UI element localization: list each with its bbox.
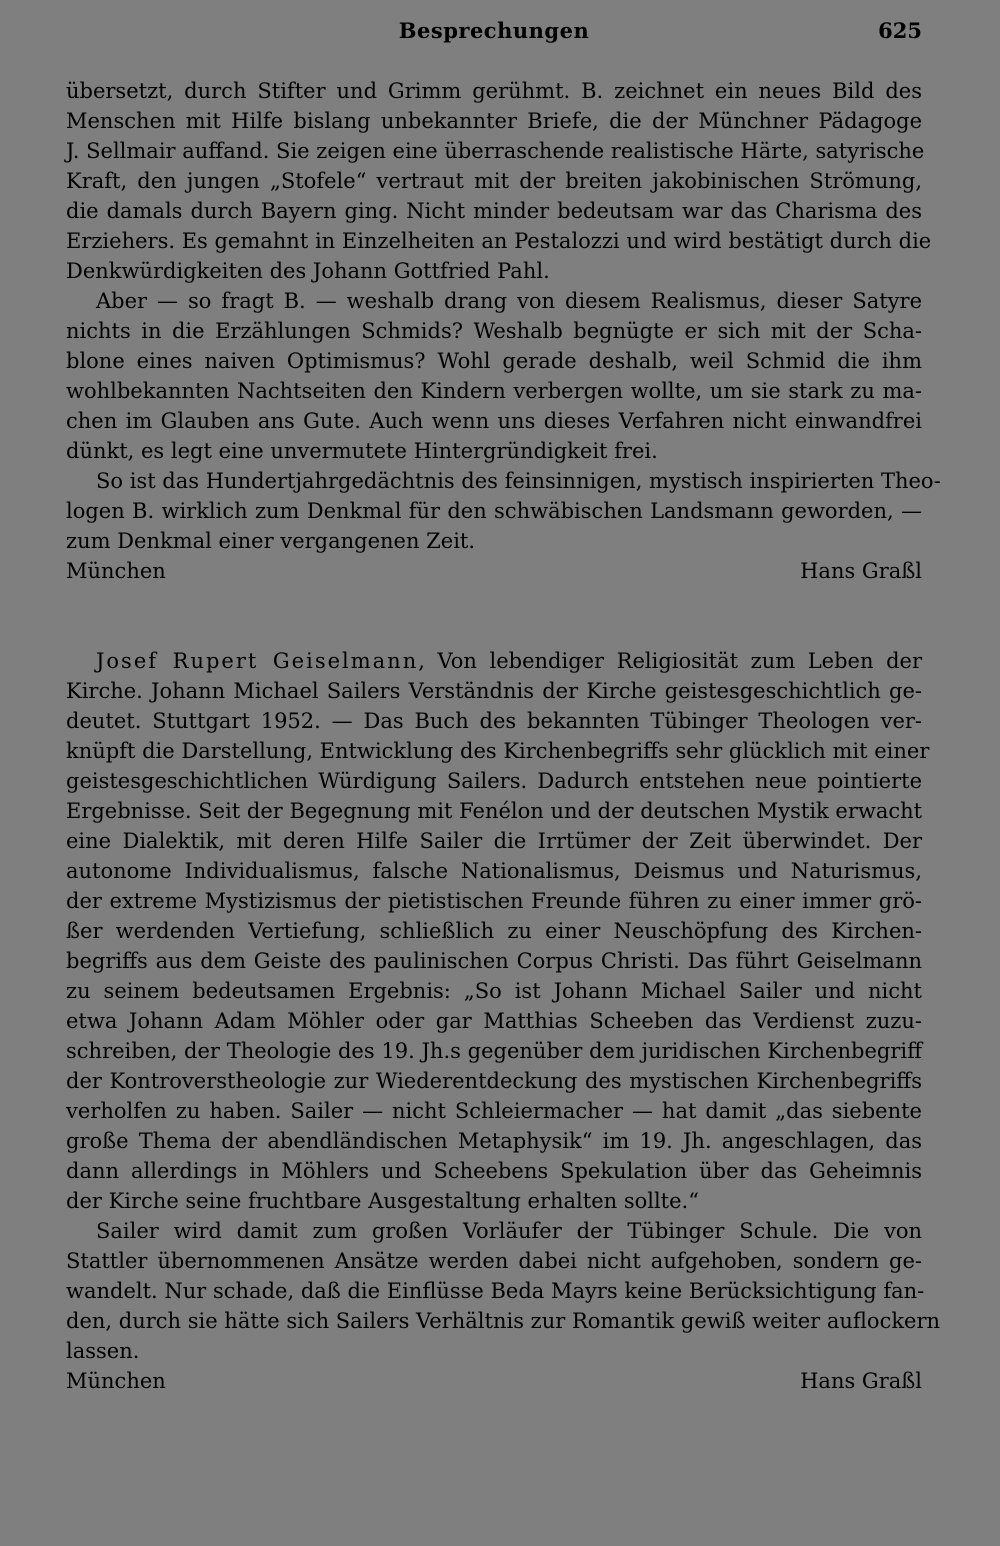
review-geiselmann xyxy=(66,646,941,1396)
signoff xyxy=(66,1366,922,1396)
text-line: J. Sellmair auffand. Sie zeigen eine überraschende realistische Härte, satyrische xyxy=(66,139,925,163)
document-page xyxy=(66,0,941,1546)
signoff-author: Hans Graßl xyxy=(800,1369,922,1393)
text-line: der Kirche seine fruchtbare Ausgestaltung erhalten sollte.“ xyxy=(66,1189,699,1213)
text-line: dann allerdings in Möhlers und Scheebens Spekulation über das Geheimnis xyxy=(66,1159,922,1183)
page-number: 625 xyxy=(878,18,922,43)
text-line: dünkt, es legt eine unvermutete Hintergründigkeit frei. xyxy=(66,439,658,463)
text-line: blone eines naiven Optimismus? Wohl gerade deshalb, weil Schmid die ihm xyxy=(66,349,922,373)
text-line: verholfen zu haben. Sailer — nicht Schleiermacher — hat damit „das siebente xyxy=(66,1099,922,1123)
text-line-rest: , Von lebendiger Religiosität zum Leben der xyxy=(418,649,922,673)
text-line: der extreme Mystizismus der pietistischen Freunde führen zu einer immer grö- xyxy=(66,889,922,913)
text-line: knüpft die Darstellung, Entwicklung des Kirchenbegriffs sehr glücklich mit einer xyxy=(66,739,930,763)
text-line: deutet. Stuttgart 1952. — Das Buch des bekannten Tübinger Theologen ver- xyxy=(66,709,922,733)
text-line: autonome Individualismus, falsche Nationalismus, Deismus und Naturismus, xyxy=(66,859,922,883)
text-line: begriffs aus dem Geiste des paulinischen Corpus Christi. Das führt Geiselmann xyxy=(66,949,922,973)
text-line: übersetzt, durch Stifter und Grimm gerühmt. B. zeichnet ein neues Bild des xyxy=(66,79,922,103)
text-line: nichts in die Erzählungen Schmids? Weshalb begnügte er sich mit der Scha- xyxy=(66,319,922,343)
text-line: So ist das Hundertjahrgedächtnis des feinsinnigen, mystisch inspirierten Theo- xyxy=(96,469,941,493)
text-line: Menschen mit Hilfe bislang unbekannter Briefe, die der Münchner Pädagoge xyxy=(66,109,922,133)
text-line: Denkwürdigkeiten des Johann Gottfried Pahl. xyxy=(66,259,550,283)
reviewed-author: Josef Rupert Geiselmann xyxy=(96,649,419,673)
signoff-place: München xyxy=(66,1369,166,1393)
text-line: den, durch sie hätte sich Sailers Verhältnis zur Romantik gewiß weiter auflockern xyxy=(66,1309,941,1333)
text-line: Kirche. Johann Michael Sailers Verständnis der Kirche geistesgeschichtlich ge- xyxy=(66,679,922,703)
text-line: schreiben, der Theologie des 19. Jh.s gegenüber dem juridischen Kirchenbegriff xyxy=(66,1039,922,1063)
review-continuation xyxy=(66,76,941,586)
text-line: ßer werdenden Vertiefung, schließlich zu einer Neuschöpfung des Kirchen- xyxy=(66,919,922,943)
text-line: etwa Johann Adam Möhler oder gar Matthias Scheeben das Verdienst zuzu- xyxy=(66,1009,922,1033)
text-line: Ergebnisse. Seit der Begegnung mit Fenélon und der deutschen Mystik erwacht xyxy=(66,799,923,823)
text-line: eine Dialektik, mit deren Hilfe Sailer die Irrtümer der Zeit überwindet. Der xyxy=(66,829,922,853)
signoff-author: Hans Graßl xyxy=(800,559,922,583)
running-title: Besprechungen xyxy=(398,18,590,43)
text-line: wohlbekannten Nachtseiten den Kindern verbergen wollte, um sie stark zu ma- xyxy=(66,379,922,403)
text-line: geistesgeschichtlichen Würdigung Sailers. Dadurch entstehen neue pointierte xyxy=(66,769,922,793)
text-line: die damals durch Bayern ging. Nicht minder bedeutsam war das Charisma des xyxy=(66,199,922,223)
text-line: Kraft, den jungen „Stofele“ vertraut mit der breiten jakobinischen Strömung, xyxy=(66,169,922,193)
text-line: zum Denkmal einer vergangenen Zeit. xyxy=(66,529,476,553)
signoff xyxy=(66,556,922,586)
text-line: der Kontroverstheologie zur Wiederentdeckung des mystischen Kirchenbegriffs xyxy=(66,1069,922,1093)
text-line: Erziehers. Es gemahnt in Einzelheiten an Pestalozzi und wird bestätigt durch die xyxy=(66,229,932,253)
text-line: Stattler übernommenen Ansätze werden dabei nicht aufgehoben, sondern ge- xyxy=(66,1249,922,1273)
running-head xyxy=(66,18,922,48)
text-line: chen im Glauben ans Gute. Auch wenn uns dieses Verfahren nicht einwandfrei xyxy=(66,409,922,433)
text-line: große Thema der abendländischen Metaphysik“ im 19. Jh. angeschlagen, das xyxy=(66,1129,922,1153)
text-line xyxy=(66,646,922,676)
text-line: logen B. wirklich zum Denkmal für den schwäbischen Landsmann geworden, — xyxy=(66,499,922,523)
signoff-place: München xyxy=(66,559,166,583)
text-line: lassen. xyxy=(66,1339,140,1363)
text-line: Aber — so fragt B. — weshalb drang von diesem Realismus, dieser Satyre xyxy=(96,289,922,313)
text-line: Sailer wird damit zum großen Vorläufer der Tübinger Schule. Die von xyxy=(96,1219,922,1243)
text-line: wandelt. Nur schade, daß die Einflüsse Beda Mayrs keine Berücksichtigung fan- xyxy=(66,1279,925,1303)
text-line: zu seinem bedeutsamen Ergebnis: „So ist Johann Michael Sailer und nicht xyxy=(66,979,922,1003)
